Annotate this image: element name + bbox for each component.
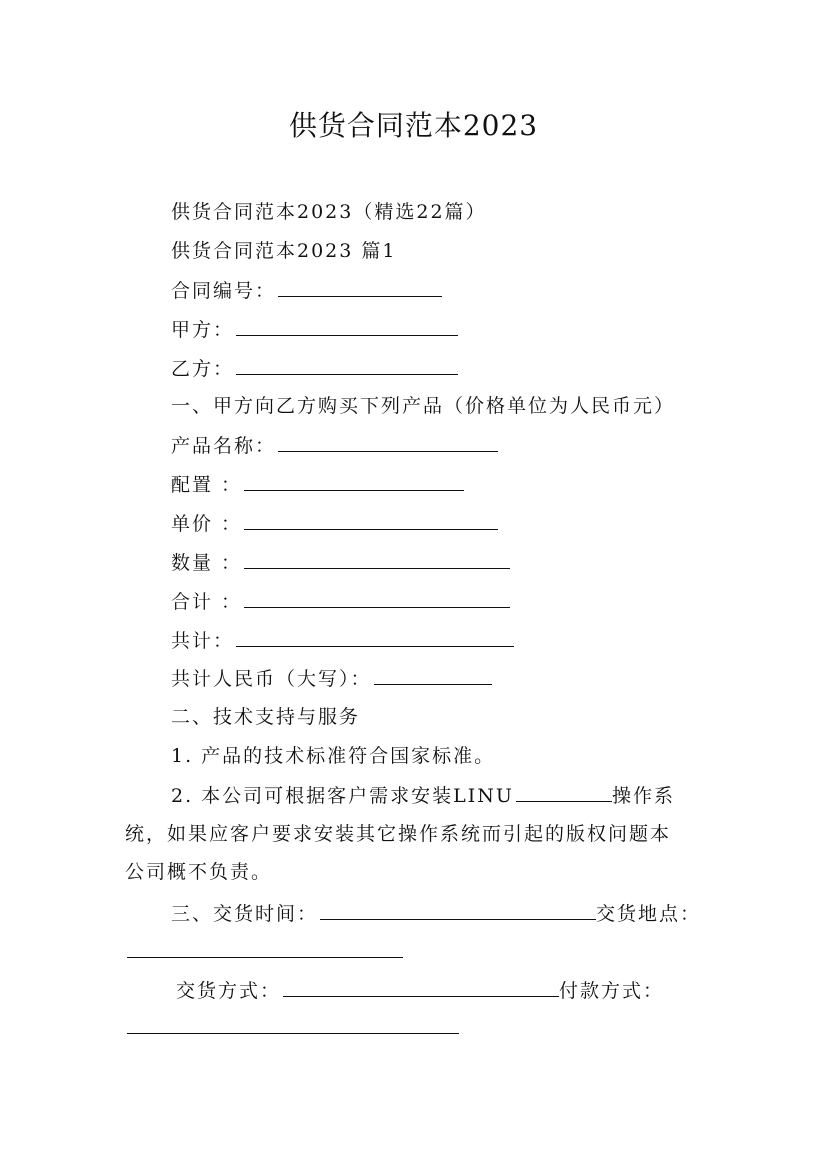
product-name-field xyxy=(171,432,498,459)
delivery-time-blank[interactable] xyxy=(320,900,596,920)
total-rmb-blank[interactable] xyxy=(374,665,492,685)
party-a-label: 甲方： xyxy=(171,319,235,341)
quantity-label: 数量 ： xyxy=(171,552,243,574)
subtotal-label: 合计 ： xyxy=(171,591,243,613)
product-name-blank[interactable] xyxy=(278,432,498,452)
quantity-field xyxy=(171,549,510,576)
os-blank[interactable] xyxy=(516,782,612,802)
party-a-field xyxy=(171,316,458,343)
contract-number-label: 合同编号： xyxy=(171,280,277,302)
product-name-label: 产品名称： xyxy=(171,435,277,457)
total-blank[interactable] xyxy=(236,627,514,647)
delivery-place-blank[interactable] xyxy=(127,938,403,958)
delivery-place-label: 交货地点： xyxy=(596,903,702,925)
party-b-label: 乙方： xyxy=(171,358,235,380)
unit-price-field xyxy=(171,510,498,537)
service-item-2 xyxy=(171,782,675,809)
section-heading: 供货合同范本2023 篇1 xyxy=(171,240,397,262)
unit-price-blank[interactable] xyxy=(244,510,498,530)
payment-method-blank[interactable] xyxy=(127,1014,459,1034)
delivery-method-blank[interactable] xyxy=(283,977,559,997)
service-item-2-suffix: 操作系 xyxy=(611,785,675,807)
party-b-field xyxy=(171,355,458,382)
payment-method-label: 付款方式： xyxy=(559,980,665,1002)
section-three xyxy=(171,900,701,927)
service-item-1: 1. 产品的技术标准符合国家标准。 xyxy=(171,745,496,767)
delivery-time-label: 三、交货时间： xyxy=(171,903,319,925)
delivery-method-label: 交货方式： xyxy=(176,980,282,1002)
config-label: 配置 ： xyxy=(171,474,243,496)
config-blank[interactable] xyxy=(244,471,464,491)
party-b-blank[interactable] xyxy=(236,355,458,375)
service-item-2-text: 2. 本公司可根据客户需求安装LINU xyxy=(171,785,514,807)
section-two-heading: 二、技术支持与服务 xyxy=(171,706,361,728)
subtitle: 供货合同范本2023（精选22篇） xyxy=(171,201,487,223)
delivery-place-line xyxy=(125,938,403,965)
delivery-method-field xyxy=(176,977,664,1004)
service-item-2-end: 公司概不负责。 xyxy=(125,861,273,883)
service-item-2-cont: 统，如果应客户要求安装其它操作系统而引起的版权问题本 xyxy=(125,823,672,845)
contract-number-blank[interactable] xyxy=(278,277,442,297)
total-rmb-field xyxy=(171,665,492,692)
contract-number-field xyxy=(171,277,442,304)
quantity-blank[interactable] xyxy=(244,549,510,569)
section-one-heading: 一、甲方向乙方购买下列产品（价格单位为人民币元） xyxy=(171,395,676,417)
party-a-blank[interactable] xyxy=(236,316,458,336)
total-rmb-label: 共计人民币（大写）： xyxy=(171,668,372,690)
total-label: 共计： xyxy=(171,630,235,652)
unit-price-label: 单价 ： xyxy=(171,513,243,535)
subtotal-field xyxy=(171,588,510,615)
document-title: 供货合同范本2023 xyxy=(288,109,539,142)
total-field xyxy=(171,627,514,654)
subtotal-blank[interactable] xyxy=(244,588,510,608)
config-field xyxy=(171,471,464,498)
payment-method-line xyxy=(125,1014,459,1041)
